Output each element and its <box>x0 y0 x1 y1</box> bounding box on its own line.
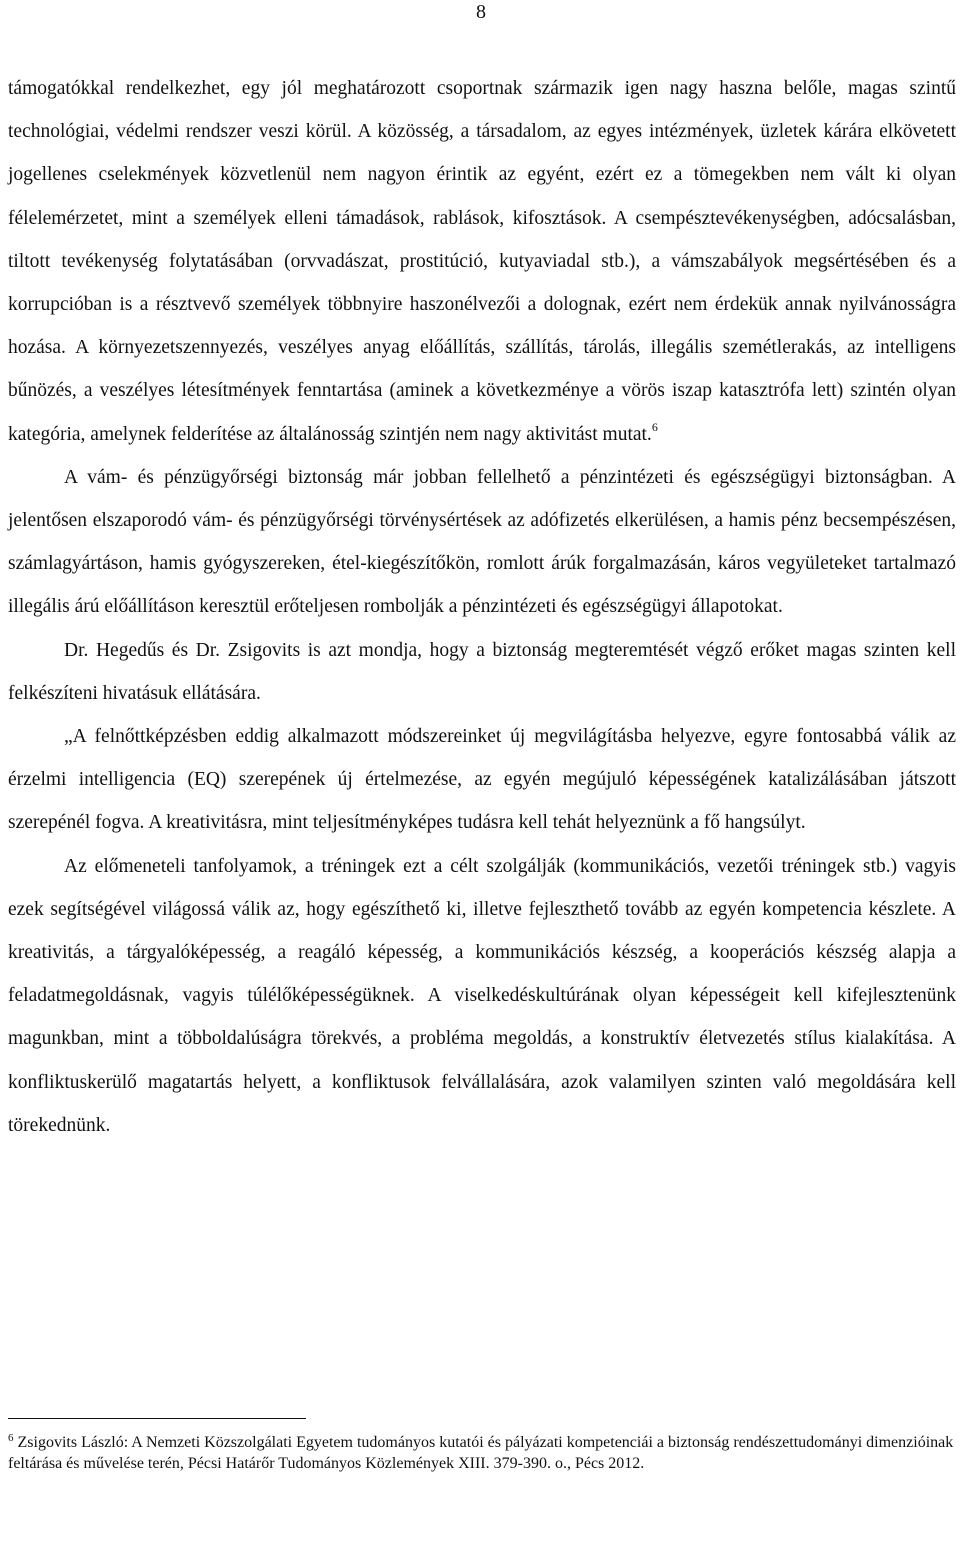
paragraph: Dr. Hegedűs és Dr. Zsigovits is azt mondja, hogy a biztonság megteremtését végző erőket magas szinten kell felkészíteni hivatásuk ellátására. <box>8 639 956 704</box>
paragraph: „A felnőttképzésben eddig alkalmazott módszereinket új megvilágításba helyezve, egyre fontosabbá válik az érzelmi intelligencia (EQ) szerepének új értelmezése, az egyén megújuló képességének katalizálásában játszott szerepénél fogva. A kreativitásra, mint teljesítményképes tudásra kell tehát helyeznünk a fő hangsúlyt. <box>8 726 956 834</box>
footnote <box>8 1432 956 1474</box>
paragraph <box>8 67 956 456</box>
paragraph-text: támogatókkal rendelkezhet, egy jól meghatározott csoportnak származik igen nagy haszna belőle, magas szintű technológiai, védelmi rendszer veszi körül. A közösség, a társadalom, az egyes intézmények, üzletek kárára elkövetett jogellenes cselekmények közvetlenül nem nagyon érintik az egyént, ezért ez a tömegekben nem vált ki olyan félelemérzetet, mint a személyek elleni támadások, rablások, kifosztások. A csempésztevékenységben, adócsalásban, tiltott tevékenység folytatásában (orvvadászat, prostitúció, kutyaviadal stb.), a vámszabályok megsértésében és a korrupcióban is a résztvevő személyek többnyire haszonélvezői a dolognak, ezért nem érdekük annak nyilvánosságra hozása. A környezetszennyezés, veszélyes anyag előállítás, szállítás, tárolás, illegális szemétlerakás, az intelligens bűnözés, a veszélyes létesítmények fenntartása (aminek a következménye a vörös iszap katasztrófa lett) szintén olyan kategória, amelynek felderítése az általánosság szintjén nem nagy aktivitást mutat. <box>8 78 956 445</box>
footnote-reference[interactable]: 6 <box>651 419 658 434</box>
footnote-text: Zsigovits László: A Nemzeti Közszolgálati Egyetem tudományos kutatói és pályázati kompetenciái a biztonság rendészettudományi dimenzióinak feltárása és művelése terén, Pécsi Határőr Tudományos Közlemények XIII. 379-390. o., Pécs 2012. <box>8 1434 954 1472</box>
paragraph: Az előmeneteli tanfolyamok, a tréningek ezt a célt szolgálják (kommunikációs, vezetői tréningek stb.) vagyis ezek segítségével világossá válik az, hogy egészíthető ki, illetve fejleszthető tovább az egyén kompetencia készlete. A kreativitás, a tárgyalóképesség, a reagáló képesség, a kommunikációs készség, a kooperációs készség alapja a feladatmegoldásnak, vagyis túlélőképességüknek. A viselkedéskultúrának olyan képességeit kell kifejlesztenünk magunkban, mint a többoldalúságra törekvés, a probléma megoldás, a konstruktív életvezetés stílus kialakítása. A konfliktuskerülő magatartás helyett, a konfliktusok felvállalására, azok valamilyen szinten való megoldására kell törekednünk. <box>8 855 956 1136</box>
footnote-marker: 6 <box>8 1432 14 1444</box>
footnote-divider <box>8 1418 306 1419</box>
body-text <box>8 67 956 1147</box>
paragraph: A vám- és pénzügyőrségi biztonság már jobban fellelhető a pénzintézeti és egészségügyi biztonságban. A jelentősen elszaporodó vám- és pénzügyőrségi törvénysértések az adófizetés elkerülésen, a hamis pénz becsempészésen, számlagyártáson, hamis gyógyszereken, étel-kiegészítőkön, romlott árúk forgalmazásán, káros vegyületeket tartalmazó illegális árú előállításon keresztül erőteljesen rombolják a pénzintézeti és egészségügyi állapotokat. <box>8 466 956 618</box>
page-number: 8 <box>476 1 486 23</box>
